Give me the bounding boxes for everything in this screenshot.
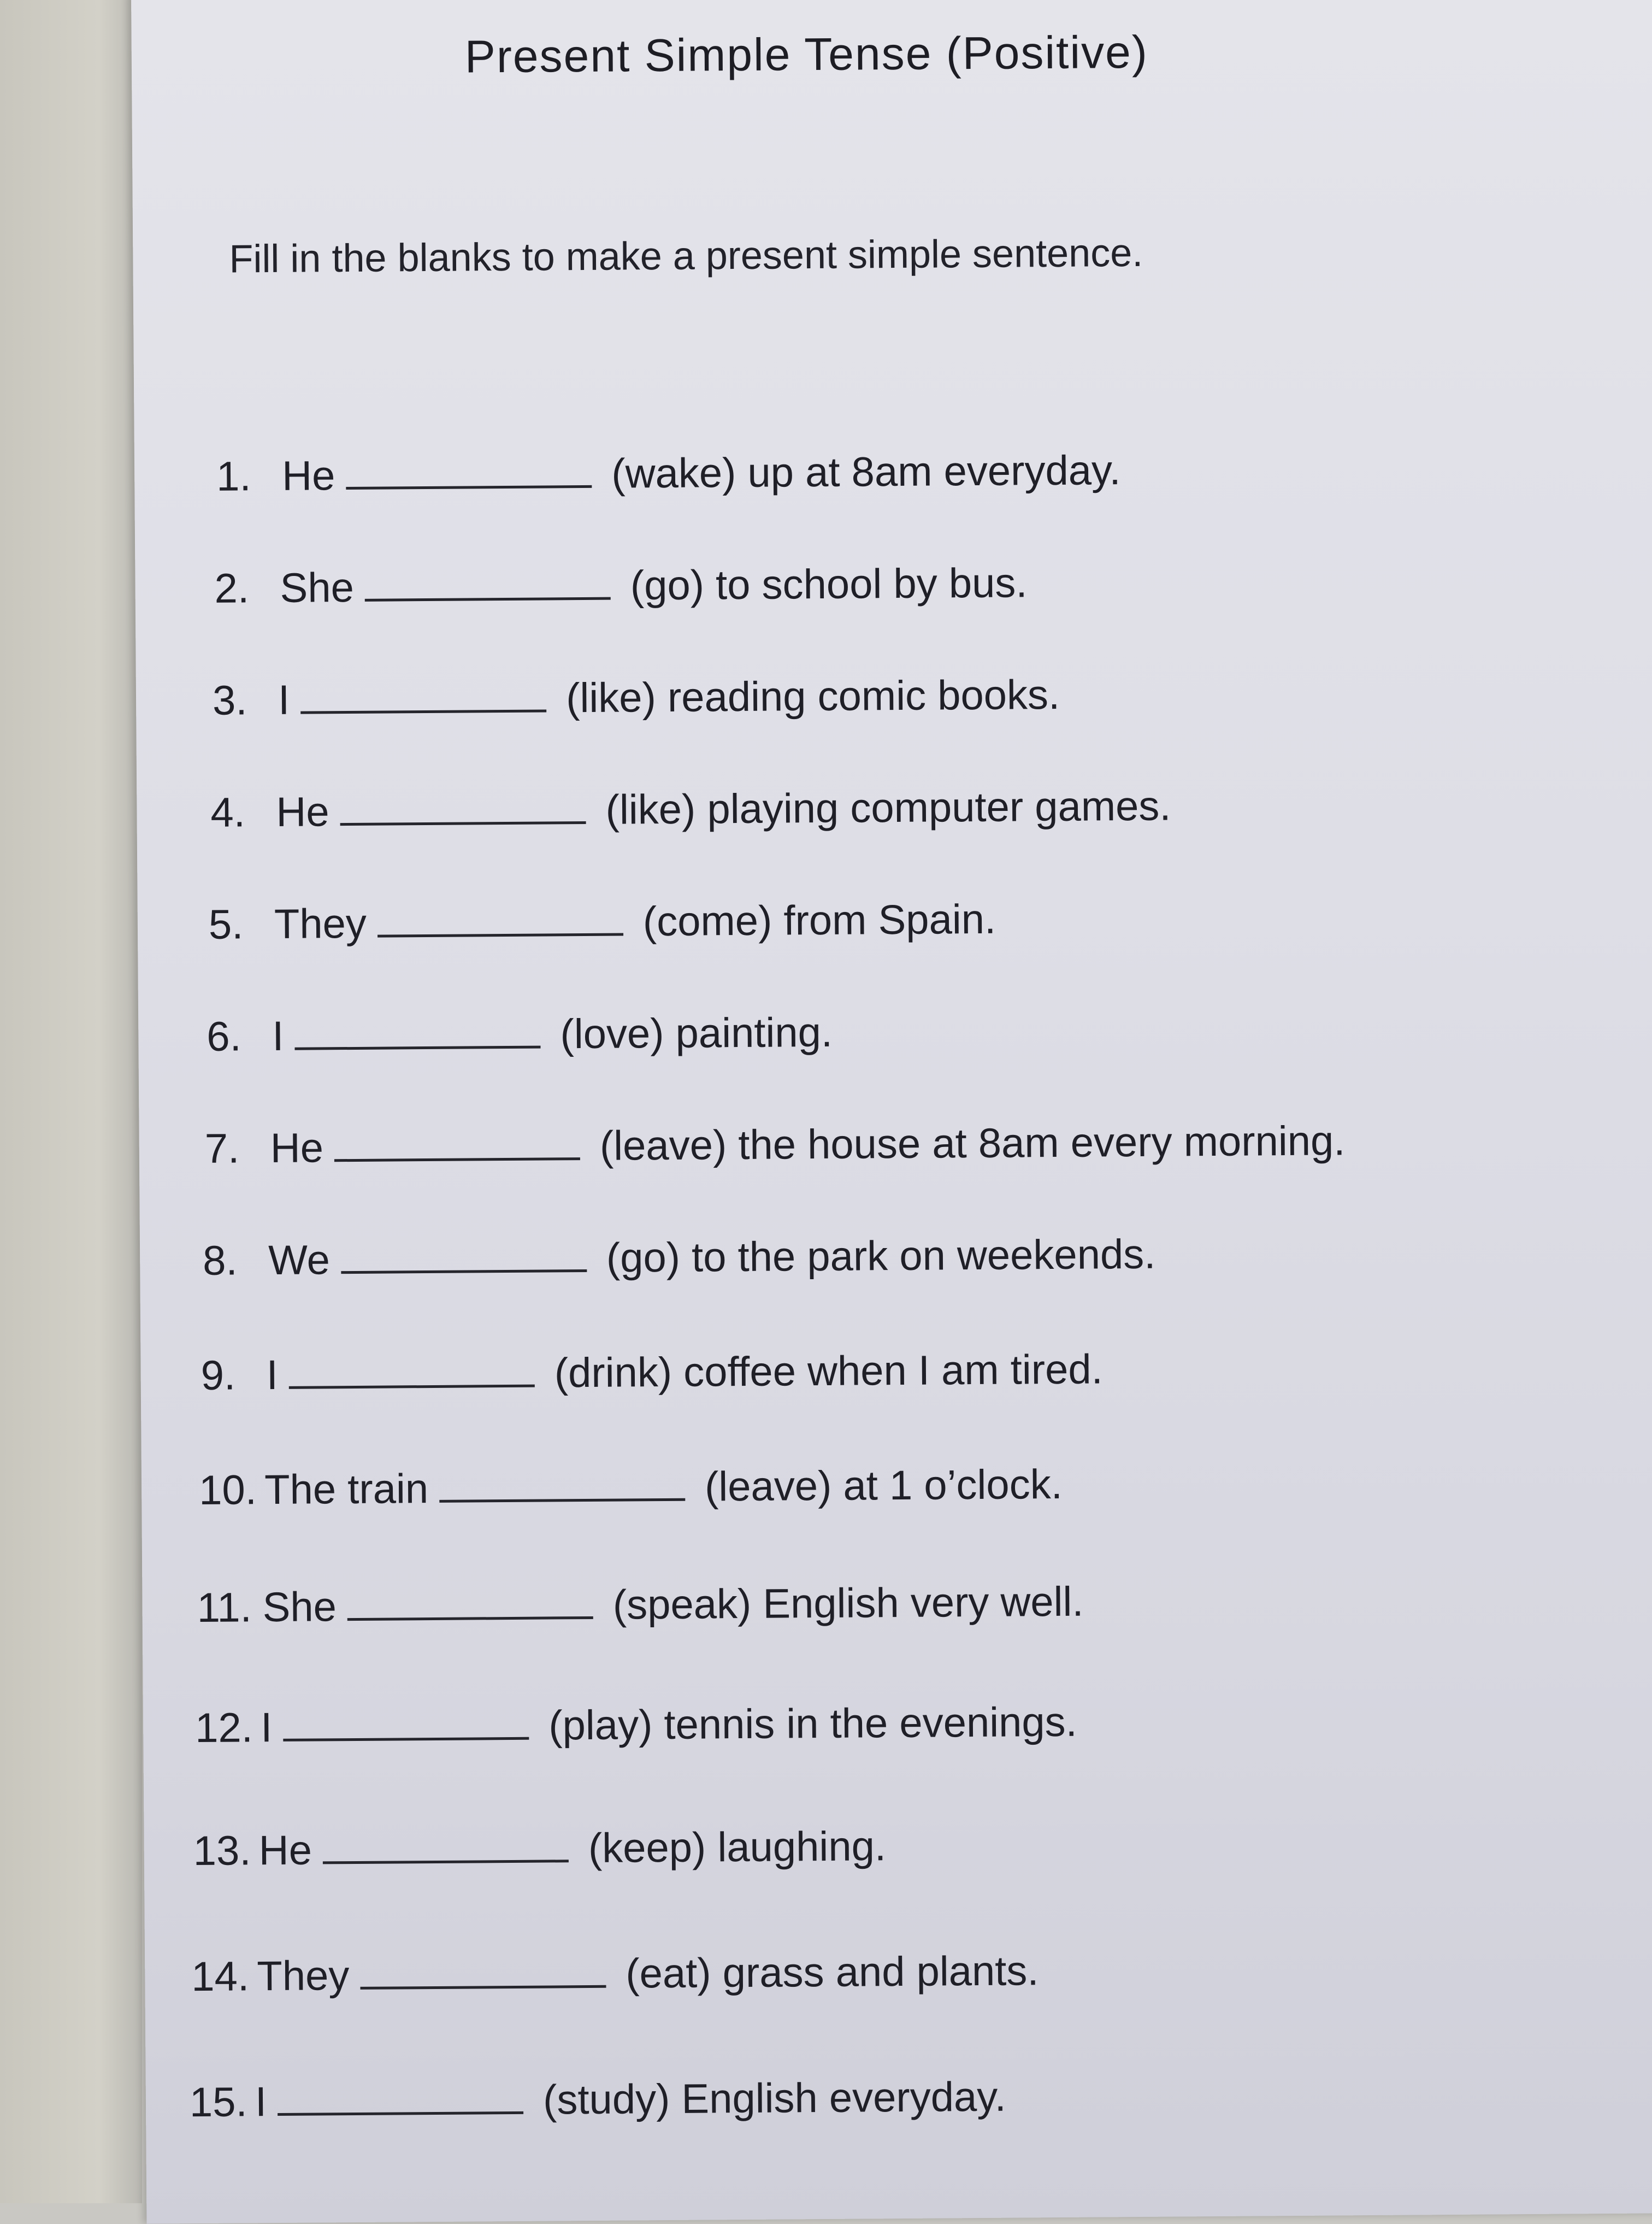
item-prompt: (eat) grass and plants. bbox=[626, 1948, 1039, 1997]
item-prompt: (keep) laughing. bbox=[588, 1823, 887, 1872]
answer-blank[interactable] bbox=[346, 480, 592, 490]
item-number: 1. bbox=[216, 453, 251, 500]
item-subject: He bbox=[276, 789, 329, 836]
exercise-item bbox=[190, 2073, 1006, 2126]
item-number: 10. bbox=[198, 1467, 257, 1514]
exercise-item bbox=[199, 1461, 1063, 1514]
item-subject: She bbox=[262, 1584, 337, 1631]
item-prompt: (play) tennis in the evenings. bbox=[548, 1698, 1078, 1749]
item-prompt: (go) to school by bus. bbox=[630, 560, 1028, 609]
item-number: 9. bbox=[200, 1352, 236, 1399]
exercise-item bbox=[191, 1947, 1039, 2001]
item-number: 13. bbox=[193, 1827, 251, 1875]
exercise-item bbox=[197, 1578, 1083, 1632]
item-subject: They bbox=[257, 1952, 350, 2000]
item-prompt: (leave) at 1 o’clock. bbox=[704, 1461, 1063, 1510]
answer-blank[interactable] bbox=[300, 704, 546, 714]
exercise-item bbox=[204, 1117, 1345, 1173]
item-prompt: (study) English everyday. bbox=[542, 2073, 1006, 2123]
answer-blank[interactable] bbox=[323, 1854, 569, 1864]
item-number: 7. bbox=[204, 1125, 240, 1172]
answer-blank[interactable] bbox=[439, 1493, 685, 1503]
answer-blank[interactable] bbox=[347, 1611, 593, 1621]
item-subject: I bbox=[260, 1704, 273, 1751]
item-prompt: (drink) coffee when I am tired. bbox=[554, 1346, 1103, 1397]
answer-blank[interactable] bbox=[278, 2106, 523, 2116]
item-prompt: (come) from Spain. bbox=[642, 896, 996, 945]
item-number: 8. bbox=[202, 1237, 238, 1284]
answer-blank[interactable] bbox=[340, 816, 586, 826]
item-prompt: (speak) English very well. bbox=[612, 1578, 1084, 1628]
exercise-item bbox=[214, 559, 1027, 612]
exercise-item bbox=[203, 1231, 1156, 1285]
item-subject: I bbox=[255, 2079, 267, 2126]
answer-blank[interactable] bbox=[295, 1040, 541, 1050]
item-subject: I bbox=[266, 1351, 279, 1399]
item-prompt: (love) painting. bbox=[560, 1009, 833, 1058]
item-number: 14. bbox=[191, 1953, 250, 2001]
item-subject: I bbox=[278, 676, 290, 723]
exercise-item bbox=[206, 1009, 833, 1061]
item-prompt: (wake) up at 8am everyday. bbox=[611, 447, 1121, 497]
exercise-item bbox=[195, 1698, 1077, 1752]
item-subject: She bbox=[280, 564, 355, 611]
item-number: 3. bbox=[212, 677, 247, 724]
item-number: 15. bbox=[189, 2079, 247, 2126]
item-number: 6. bbox=[206, 1013, 242, 1060]
item-number: 11. bbox=[197, 1584, 252, 1632]
answer-blank[interactable] bbox=[289, 1379, 535, 1389]
exercise-item bbox=[213, 671, 1060, 725]
answer-blank[interactable] bbox=[341, 1264, 587, 1274]
exercise-item bbox=[209, 896, 996, 949]
item-number: 2. bbox=[214, 565, 250, 612]
item-number: 12. bbox=[194, 1704, 253, 1752]
exercise-item bbox=[210, 782, 1171, 837]
item-subject: The train bbox=[264, 1466, 429, 1514]
item-number: 4. bbox=[210, 789, 246, 836]
worksheet-title: Present Simple Tense (Positive) bbox=[464, 26, 1149, 83]
answer-blank[interactable] bbox=[334, 1152, 580, 1162]
item-subject: He bbox=[258, 1827, 312, 1874]
item-subject: He bbox=[270, 1125, 324, 1172]
item-number: 5. bbox=[208, 901, 244, 948]
table-surface bbox=[0, 0, 142, 2203]
item-prompt: (leave) the house at 8am every morning. bbox=[599, 1117, 1346, 1169]
item-prompt: (like) reading comic books. bbox=[565, 671, 1060, 722]
answer-blank[interactable] bbox=[365, 592, 611, 602]
exercise-item bbox=[216, 446, 1121, 501]
worksheet-instruction: Fill in the blanks to make a present simple sentence. bbox=[229, 231, 1143, 281]
item-prompt: (like) playing computer games. bbox=[605, 782, 1171, 833]
answer-blank[interactable] bbox=[360, 1980, 606, 1990]
exercise-item bbox=[200, 1345, 1103, 1399]
item-subject: We bbox=[268, 1237, 331, 1284]
answer-blank[interactable] bbox=[377, 928, 623, 938]
exercise-item bbox=[193, 1822, 886, 1875]
item-subject: They bbox=[274, 900, 367, 948]
worksheet-paper bbox=[131, 0, 1652, 2224]
answer-blank[interactable] bbox=[283, 1732, 529, 1741]
item-prompt: (go) to the park on weekends. bbox=[606, 1231, 1156, 1281]
item-subject: He bbox=[281, 452, 335, 499]
item-subject: I bbox=[272, 1013, 284, 1060]
